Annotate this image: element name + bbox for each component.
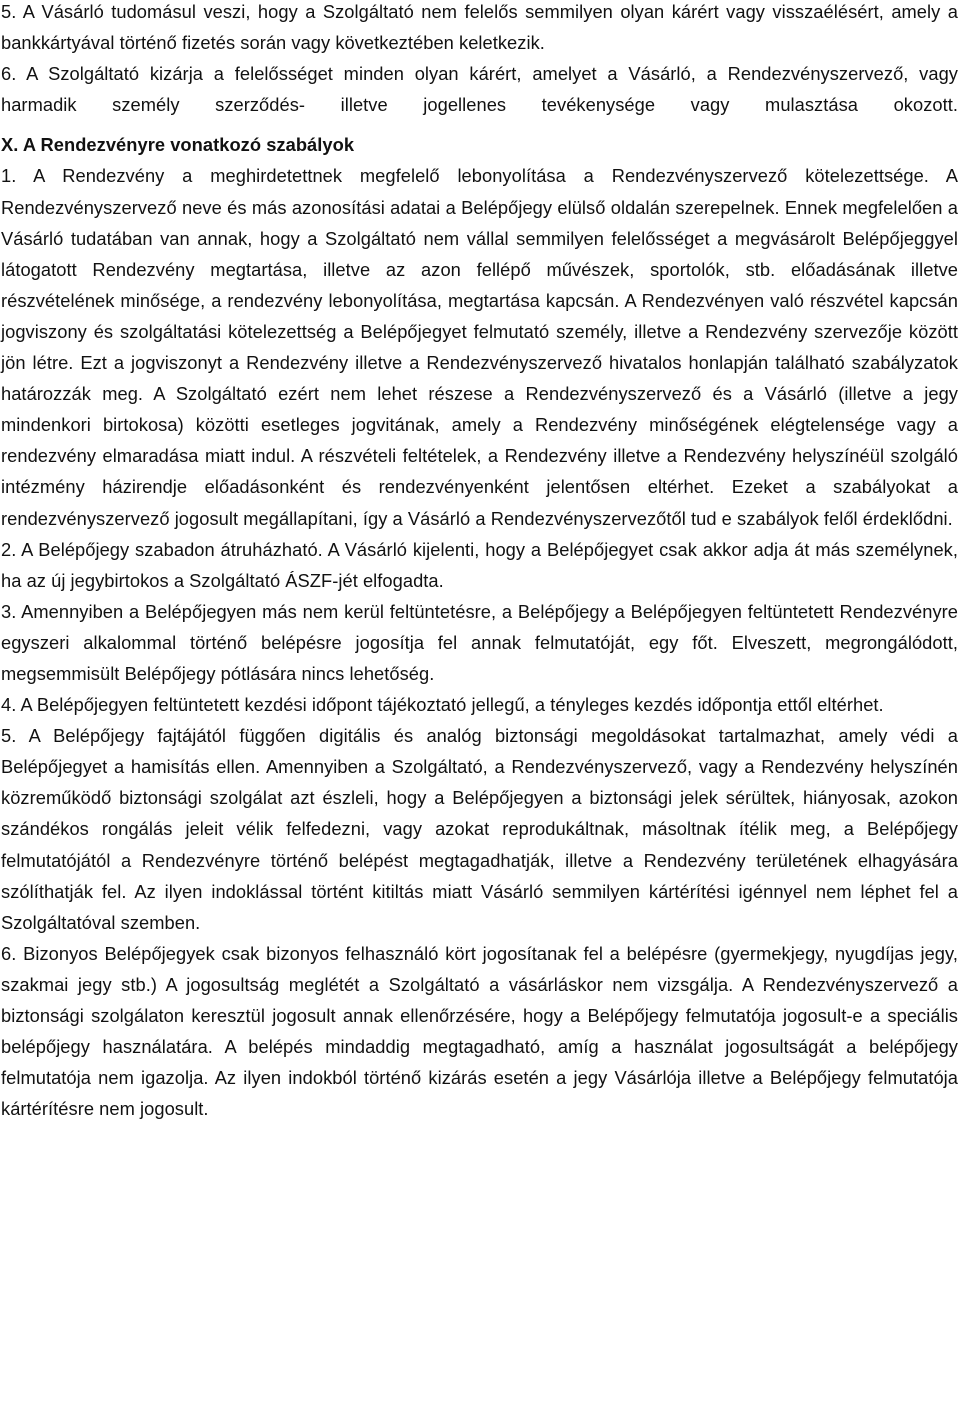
section-title: X. A Rendezvényre vonatkozó szabályok [1, 134, 355, 156]
rule-paragraph-1: 1. A Rendezvény a meghirdetettnek megfelelő lebonyolítása a Rendezvényszervező kötelezettsége. A Rendezvényszervező neve és más azonosítási adatai a Belépőjegy elülső oldalán szerepelnek. Ennek megfelelően a Vásárló tudatában van annak, hogy a Szolgáltató nem vállal semmilyen felelősséget a megvásárolt Belépőjeggyel látogatott Rendezvény megtartása, illetve az azon fellépő művészek, sportolók, stb. előadásának illetve részvételének minősége, a rendezvény lebonyolítása, megtartása kapcsán. A Rendezvényen való részvétel kapcsán jogviszony és szolgáltatási kötelezettség a Belépőjegyet felmutató személy, illetve a Rendezvény szervezője között jön létre. Ezt a jogviszonyt a Rendezvény illetve a Rendezvényszervező hivatalos honlapján található szabályzatok határozzák meg. A Szolgáltató ezért nem lehet részese a Rendezvényszervező és a Vásárló (illetve a jegy mindenkori birtokosa) közötti esetleges jogvitának, amely a Rendezvény minőségének elégtelensége vagy a rendezvény elmaradása miatt indul. A részvételi feltételek, a Rendezvény illetve a Rendezvény helyszínéül szolgáló intézmény házirendje előadásonként és rendezvényenként jelentősen eltérhet. Ezeket a szabályokat a rendezvényszervező jogosult megállapítani, így a Vásárló a Rendezvényszervezőtől tud e szabályok felől érdeklődni. [1, 165, 958, 529]
rule-paragraph-5: 5. A Belépőjegy fajtájától függően digitális és analóg biztonsági megoldásokat tartalmazhat, amely védi a Belépőjegyet a hamisítás ellen. Amennyiben a Szolgáltató, a Rendezvényszervező, vagy a Rendezvény helyszínén közreműködő biztonsági szolgálat azt észleli, hogy a Belépőjegyen a biztonsági jelek sérültek, hiányosak, azokon szándékos rongálás jeleit vélik felfedezni, vagy azokat reprodukáltnak, másoltnak ítélik meg, a Belépőjegy felmutatójától a Rendezvényre történő belépést megtagadhatják, illetve a Rendezvény területének elhagyására szólíthatják fel. Az ilyen indoklással történt kitiltás miatt Vásárló semmilyen kártérítési igénnyel nem léphet fel a Szolgáltatóval szemben. [1, 725, 958, 933]
rule-paragraph-2: 2. A Belépőjegy szabadon átruházható. A Vásárló kijelenti, hogy a Belépőjegyet csak akkor adja át más személynek, ha az új jegybirtokos a Szolgáltató ÁSZF-jét elfogadta. [1, 538, 958, 591]
rule-paragraph-3: 3. Amennyiben a Belépőjegyen más nem kerül feltüntetésre, a Belépőjegy a Belépőjegyen feltüntetett Rendezvényre egyszeri alkalommal történő belépésre jogosítja fel annak felmutatóját, egy főt. Elveszett, megrongálódott, megsemmisült Belépőjegy pótlására nincs lehetőség. [1, 600, 958, 684]
paragraph-item-5: 5. A Vásárló tudomásul veszi, hogy a Szolgáltató nem felelős semmilyen olyan kárért vagy visszaélésért, amely a bankkártyával történő fizetés során vagy következtében keletkezik. [1, 1, 958, 54]
rule-paragraph-4: 4. A Belépőjegyen feltüntetett kezdési időpont tájékoztató jellegű, a tényleges kezdés időpontja ettől eltérhet. [1, 694, 884, 716]
rule-paragraph-6: 6. Bizonyos Belépőjegyek csak bizonyos felhasználó kört jogosítanak fel a belépésre (gyermekjegy, nyugdíjas jegy, szakmai jegy stb.) A jogosultság meglétét a Szolgáltató a vásárláskor nem vizsgálja. A Rendezvényszervező a biztonsági szolgálaton keresztül jogosult annak ellenőrzésére, hogy a Belépőjegy felmutatója jogosult-e a speciális belépőjegy használatára. A belépés mindaddig megtagadható, amíg a használat jogosultságát a belépőjegy felmutatója nem igazolja. Az ilyen indokból történő kizárás esetén a jegy Vásárlója illetve a Belépőjegy felmutatója kártérítésre nem jogosult. [1, 942, 958, 1120]
paragraph-item-6: 6. A Szolgáltató kizárja a felelősséget minden olyan kárért, amelyet a Vásárló, a Rendezvényszervező, vagy harmadik személy szerződés- illetve jogellenes tevékenysége vagy mulasztása okozott. [1, 63, 958, 116]
